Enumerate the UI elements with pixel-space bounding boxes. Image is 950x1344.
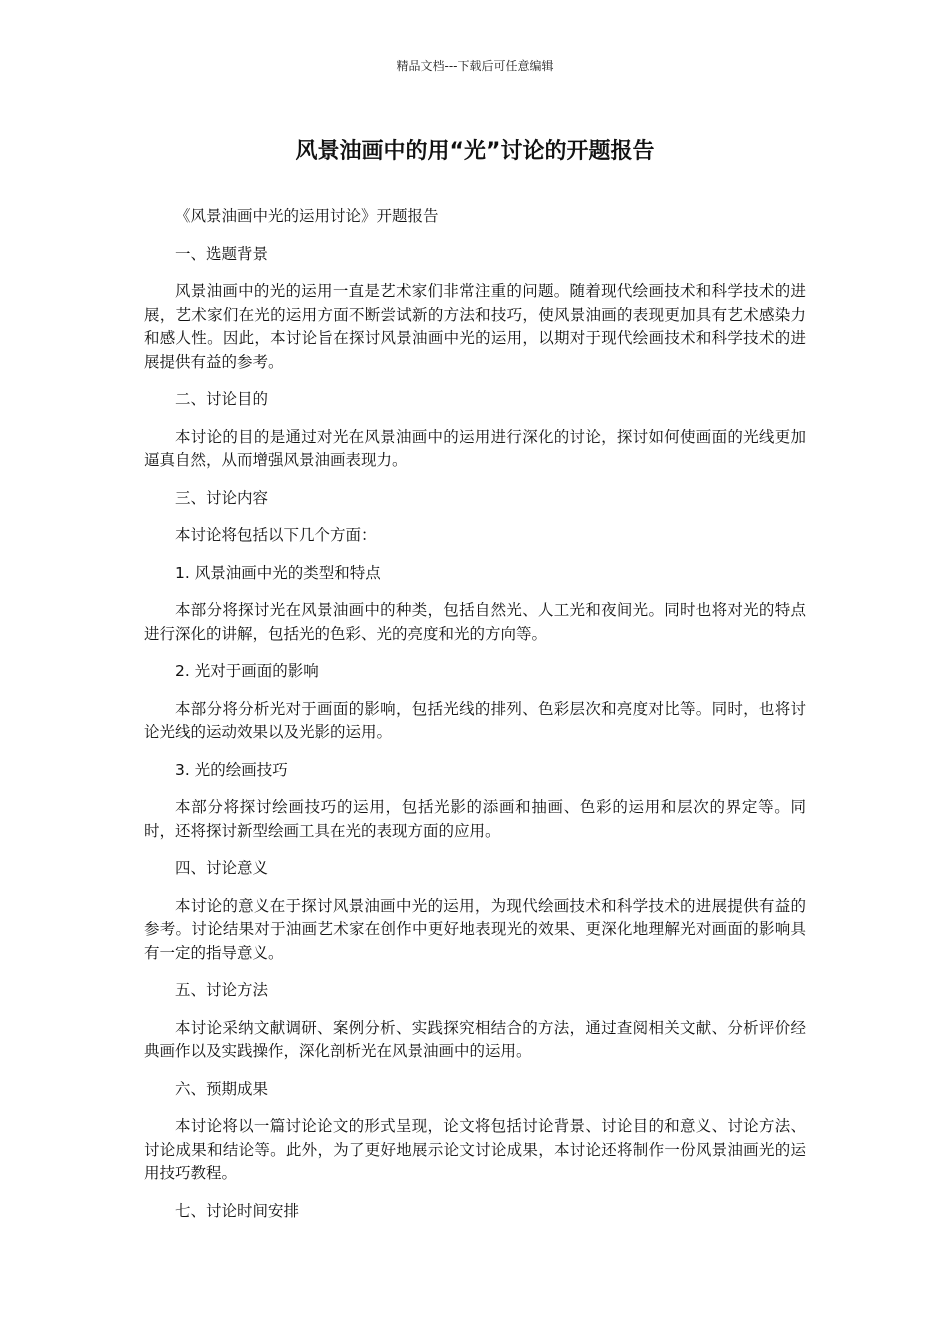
document-body [144,205,806,1237]
report-subtitle: 《风景油画中光的运用讨论》开题报告 [175,207,439,225]
section-heading-purpose: 二、讨论目的 [175,390,269,408]
section-heading-methods: 五、讨论方法 [175,981,269,999]
subsection-heading-painting-technique: 3. 光的绘画技巧 [175,760,288,779]
paragraph-light-types: 本部分将探讨光在风景油画中的种类，包括自然光、人工光和夜间光。同时也将对光的特点进行深化的讲解，包括光的色彩、光的亮度和光的方向等。 [144,601,806,643]
paragraph-methods: 本讨论采纳文献调研、案例分析、实践探究相结合的方法，通过查阅相关文献、分析评价经典画作以及实践操作，深化剖析光在风景油画中的运用。 [144,1018,806,1060]
section-heading-expected-results: 六、预期成果 [175,1079,269,1098]
section-heading-significance: 四、讨论意义 [175,859,269,877]
paragraph-purpose: 本讨论的目的是通过对光在风景油画中的运用进行深化的讨论，探讨如何使画面的光线更加逼真自然，从而增强风景油画表现力。 [144,427,806,469]
paragraph-light-effect: 本部分将分析光对于画面的影响，包括光线的排列、色彩层次和亮度对比等。同时，也将讨论光线的运动效果以及光影的运用。 [144,699,806,741]
paragraph-painting-technique: 本部分将探讨绘画技巧的运用，包括光影的添画和抽画、色彩的运用和层次的界定等。同时，还将探讨新型绘画工具在光的表现方面的应用。 [144,798,806,840]
document-title: 风景油画中的用“光”讨论的开题报告 [295,139,655,164]
page-header-note: 精品文档---下载后可任意编辑 [396,59,554,73]
paragraph-background: 风景油画中的光的运用一直是艺术家们非常注重的问题。随着现代绘画技术和科学技术的进展，艺术家们在光的运用方面不断尝试新的方法和技巧，使风景油画的表现更加具有艺术感染力和感人性。因此，本讨论旨在探讨风景油画中光的运用，以期对于现代绘画技术和科学技术的进展提供有益的参考。 [144,282,806,371]
subsection-heading-light-types: 1. 风景油画中光的类型和特点 [175,563,381,582]
paragraph-significance: 本讨论的意义在于探讨风景油画中光的运用，为现代绘画技术和科学技术的进展提供有益的参考。讨论结果对于油画艺术家在创作中更好地表现光的效果、更深化地理解光对画面的影响具有一定的指导意义。 [144,896,806,962]
paragraph-content-intro: 本讨论将包括以下几个方面： [175,526,377,544]
section-heading-background: 一、选题背景 [175,244,269,263]
section-heading-content: 三、讨论内容 [175,488,269,507]
subsection-heading-light-effect: 2. 光对于画面的影响 [175,662,319,680]
paragraph-expected-results: 本讨论将以一篇讨论论文的形式呈现，论文将包括讨论背景、讨论目的和意义、讨论方法、讨论成果和结论等。此外，为了更好地展示论文讨论成果，本讨论还将制作一份风景油画光的运用技巧教程。 [144,1117,806,1182]
section-heading-schedule: 七、讨论时间安排 [175,1201,300,1220]
